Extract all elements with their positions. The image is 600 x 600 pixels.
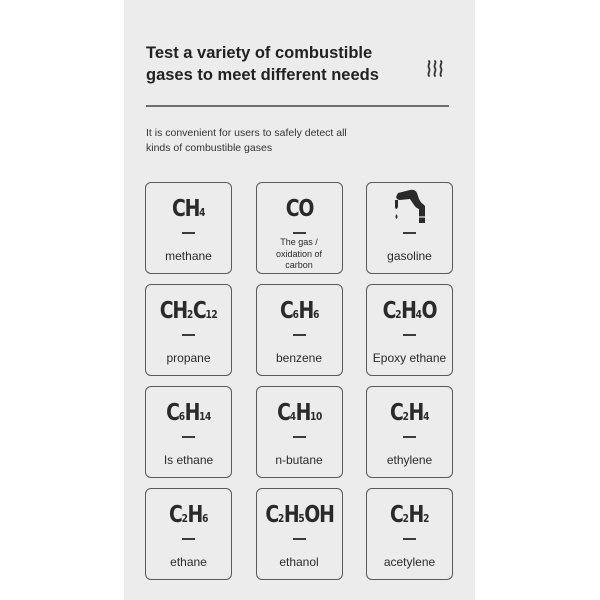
gas-name: n-butane [275,453,323,467]
gas-card [145,284,232,376]
gas-name: ethylene [386,453,433,467]
page-title [146,42,416,86]
gas-grid [145,182,453,580]
gas-formula: C4H10 [276,400,322,426]
intro-line-2: kinds of combustible gases [146,141,273,154]
intro-line-1: It is convenient for users to safely detect all [146,127,347,139]
gas-name: methane [165,249,212,263]
gas-card [366,386,453,478]
separator-dash [293,538,306,540]
gas-card [145,488,232,580]
gas-card [256,488,343,580]
gas-name: acetylene [383,555,436,569]
separator-dash [403,334,416,336]
gas-card [256,386,343,478]
separator-dash [403,232,416,234]
separator-dash [403,436,416,438]
gas-name: benzene [275,351,323,365]
gas-formula: CH2C12 [159,298,218,324]
fuel-nozzle-icon [392,187,428,225]
gas-formula: C2H4O [382,298,437,324]
gas-formula: C2H2 [390,502,429,528]
separator-dash [403,538,416,540]
gas-formula: C2H5OH [264,502,334,528]
separator-dash [293,436,306,438]
gas-name: The gas / oxidation of carbon [275,237,323,270]
separator-dash [293,232,306,234]
title-line-1: Test a variety of combustible [146,44,373,62]
gas-formula: C2H6 [169,502,208,528]
gas-formula: CO [285,196,313,222]
gas-card [366,182,453,274]
title-line-2: gases to meet different needs [146,66,379,84]
gas-name: Is ethane [163,453,214,467]
gas-card [145,386,232,478]
separator-dash [182,232,195,234]
title-divider [146,105,449,107]
gas-name: propane [166,351,211,365]
gas-formula: CH4 [171,196,206,222]
gas-card [366,284,453,376]
gas-card [145,182,232,274]
gas-card [256,284,343,376]
gas-formula: C2H4 [390,400,429,426]
gas-name: Epoxy ethane [372,351,447,365]
separator-dash [182,334,195,336]
gas-card [256,182,343,274]
gas-name: ethane [170,555,207,569]
gas-name: ethanol [279,555,319,569]
gas-formula: C6H6 [279,298,319,324]
separator-dash [182,436,195,438]
gas-formula: C6H14 [166,400,211,426]
separator-dash [182,538,195,540]
heat-waves-icon [426,60,444,78]
separator-dash [293,334,306,336]
gas-card [366,488,453,580]
gas-name: gasoline [387,249,432,263]
product-panel [124,0,475,600]
intro-text [146,126,396,155]
